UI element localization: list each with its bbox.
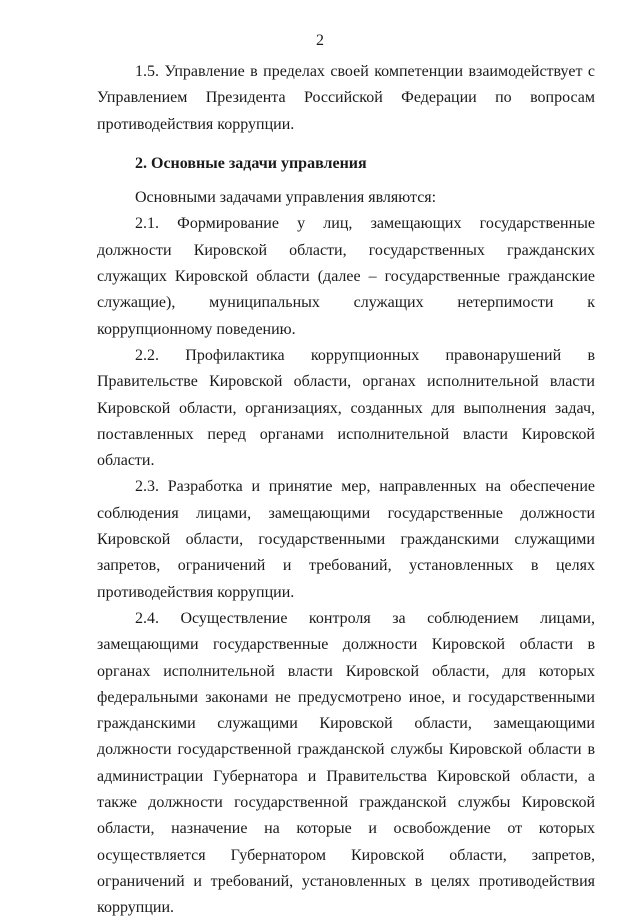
section-intro: Основными задачами управления являются:	[135, 189, 437, 207]
clause-2-3: 2.3. Разработка и принятие мер, направленных на обеспечение соблюдения лицами, замещающими государственные должности Кировской области, государственными гражданскими служащими запретов, ограничений и требований, установленных в целях противодействия коррупции.	[97, 478, 595, 601]
clause-2-1: 2.1. Формирование у лиц, замещающих государственные должности Кировской области, государственных гражданских служащих Кировской области (далее – государственные гражданские служащие), муниципальных служащих нетерпимости к коррупционному поведению.	[97, 215, 595, 338]
clause-2-4: 2.4. Осуществление контроля за соблюдением лицами, замещающими государственные должности Кировской области в органах исполнительной власти Кировской области, для которых федеральными законами не предусмотрено иное, и государственными гражданскими служащими Кировской области, замещающими должности государственной гражданской службы Кировской области в администрации Губернатора и Правительства Кировской области, а также должности государственной гражданской службы Кировской области, назначение на которые и освобождение от которых осуществляется Губернатором Кировской области, запретов, ограничений и требований, установленных в целях противодействия коррупции.	[97, 609, 595, 917]
document-body	[97, 59, 595, 922]
clause-1-5: 1.5. Управление в пределах своей компетенции взаимодействует с Управлением Президента Российской Федерации по вопросам противодействия коррупции.	[97, 63, 595, 133]
clause-2-2: 2.2. Профилактика коррупционных правонарушений в Правительстве Кировской области, органах исполнительной власти Кировской области, организациях, созданных для выполнения задач, поставленных перед органами исполнительной власти Кировской области.	[97, 346, 595, 470]
section-heading: 2. Основные задачи управления	[135, 154, 367, 172]
page-number: 2	[316, 32, 324, 49]
